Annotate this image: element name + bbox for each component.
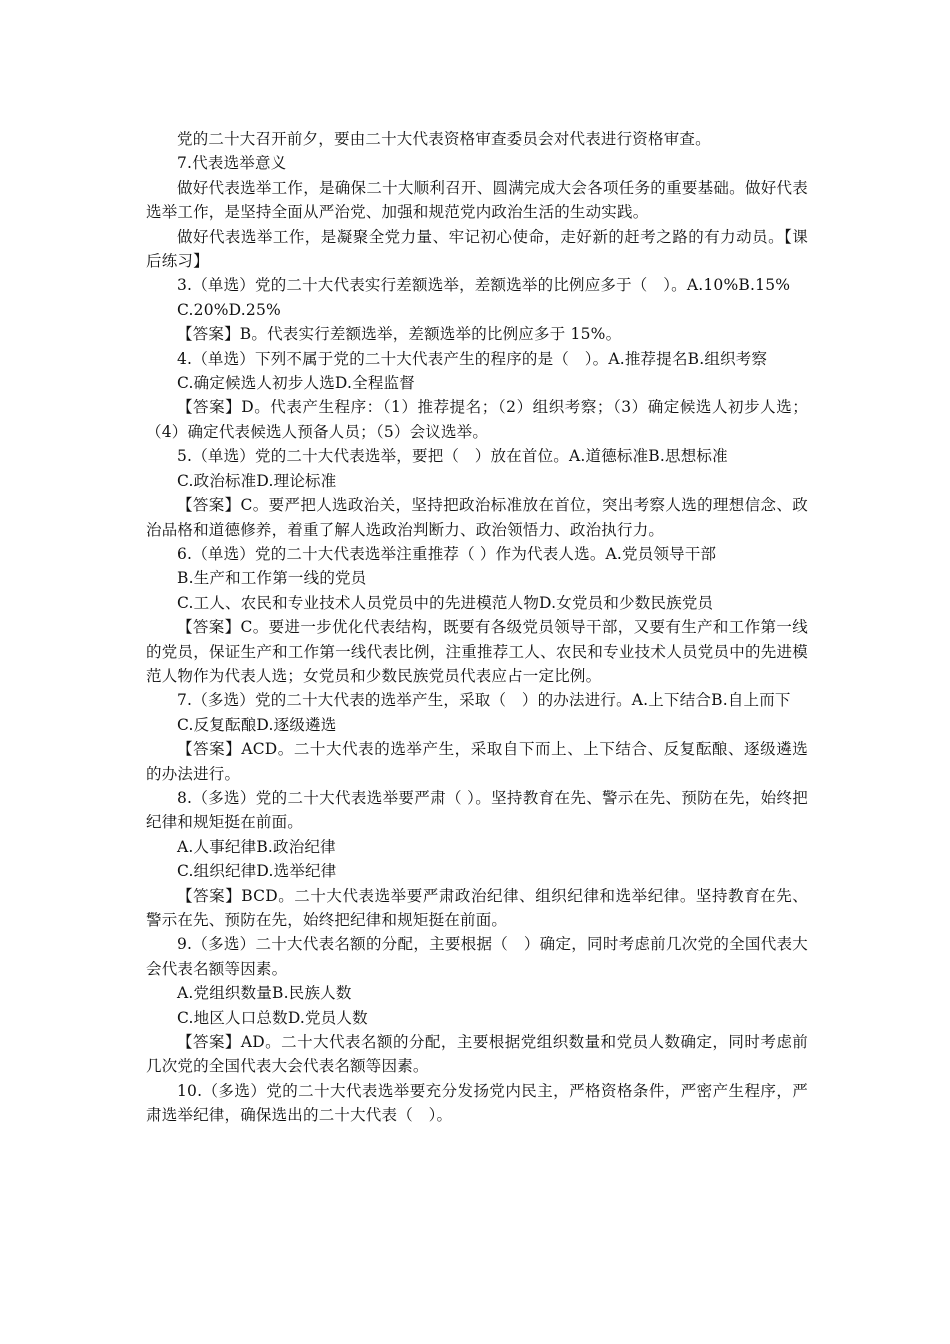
- answer-6: 【答案】C。要进一步优化代表结构，既要有各级党员领导干部，又要有生产和工作第一线的党员，保证生产和工作第一线代表比例，注重推荐工人、农民和专业技术人员党员中的先进模范人物作为代表人选；女党员和少数民族党员代表应占一定比例。: [146, 618, 808, 685]
- paragraph-4: 做好代表选举工作，是凝聚全党力量、牢记初心使命，走好新的赶考之路的有力动员。【课后练习】: [146, 227, 808, 271]
- question-8: 8.（多选）党的二十大代表选举要严肃（ ）。坚持教育在先、警示在先、预防在先，始终把纪律和规矩挺在前面。: [146, 788, 808, 832]
- question-4-options: C.确定候选人初步人选D.全程监督: [177, 374, 415, 393]
- question-6-option-b: B.生产和工作第一线的党员: [177, 569, 367, 588]
- question-9: 9.（多选）二十大代表名额的分配，主要根据（ ）确定，同时考虑前几次党的全国代表大会代表名额等因素。: [146, 935, 808, 978]
- question-9-options-ab: A.党组织数量B.民族人数: [177, 984, 352, 1003]
- answer-9: 【答案】AD。二十大代表名额的分配，主要根据党组织数量和党员人数确定，同时考虑前几次党的全国代表大会代表名额等因素。: [146, 1033, 808, 1076]
- answer-3: 【答案】B。代表实行差额选举，差额选举的比例应多于 15%。: [177, 325, 622, 344]
- question-9-options-cd: C.地区人口总数D.党员人数: [177, 1008, 368, 1027]
- answer-4: 【答案】D。代表产生程序：（1）推荐提名；（2）组织考察；（3）确定候选人初步人选；（4）确定代表候选人预备人员；（5）会议选举。: [146, 398, 808, 441]
- answer-7: 【答案】ACD。二十大代表的选举产生，采取自下而上、上下结合、反复酝酿、逐级遴选的办法进行。: [146, 740, 808, 783]
- document-body: [146, 127, 808, 1128]
- paragraph-1: 党的二十大召开前夕，要由二十大代表资格审查委员会对代表进行资格审查。: [177, 130, 711, 148]
- question-3: 3.（单选）党的二十大代表实行差额选举，差额选举的比例应多于（ ）。A.10%B.15%: [177, 276, 791, 295]
- question-5: 5.（单选）党的二十大代表选举，要把（ ）放在首位。A.道德标准B.思想标准: [177, 447, 728, 466]
- question-7-options: C.反复酝酿D.逐级遴选: [177, 715, 337, 734]
- question-6-options-cd: C.工人、农民和专业技术人员党员中的先进模范人物D.女党员和少数民族党员: [177, 593, 714, 612]
- answer-8: 【答案】BCD。二十大代表选举要严肃政治纪律、组织纪律和选举纪律。坚持教育在先、警示在先、预防在先，始终把纪律和规矩挺在前面。: [146, 886, 808, 929]
- section-heading-7: 7.代表选举意义: [177, 154, 287, 173]
- answer-5: 【答案】C。要严把人选政治关，坚持把政治标准放在首位，突出考察人选的理想信念、政治品格和道德修养，着重了解人选政治判断力、政治领悟力、政治执行力。: [146, 496, 808, 539]
- question-10: 10.（多选）党的二十大代表选举要充分发扬党内民主，严格资格条件，严密产生程序，严肃选举纪律，确保选出的二十大代表（ ）。: [146, 1081, 808, 1125]
- question-3-options: C.20%D.25%: [177, 300, 281, 319]
- question-4: 4.（单选）下列不属于党的二十大代表产生的程序的是（ ）。A.推荐提名B.组织考察: [177, 349, 768, 368]
- question-5-options: C.政治标准D.理论标准: [177, 471, 337, 490]
- question-6: 6.（单选）党的二十大代表选举注重推荐（ ）作为代表人选。A.党员领导干部: [177, 544, 717, 563]
- question-7: 7.（多选）党的二十大代表的选举产生，采取（ ）的办法进行。A.上下结合B.自上而下: [177, 691, 791, 710]
- question-8-options-ab: A.人事纪律B.政治纪律: [177, 837, 336, 856]
- paragraph-3: 做好代表选举工作，是确保二十大顺利召开、圆满完成大会各项任务的重要基础。做好代表选举工作，是坚持全面从严治党、加强和规范党内政治生活的生动实践。: [146, 178, 808, 222]
- question-8-options-cd: C.组织纪律D.选举纪律: [177, 862, 337, 881]
